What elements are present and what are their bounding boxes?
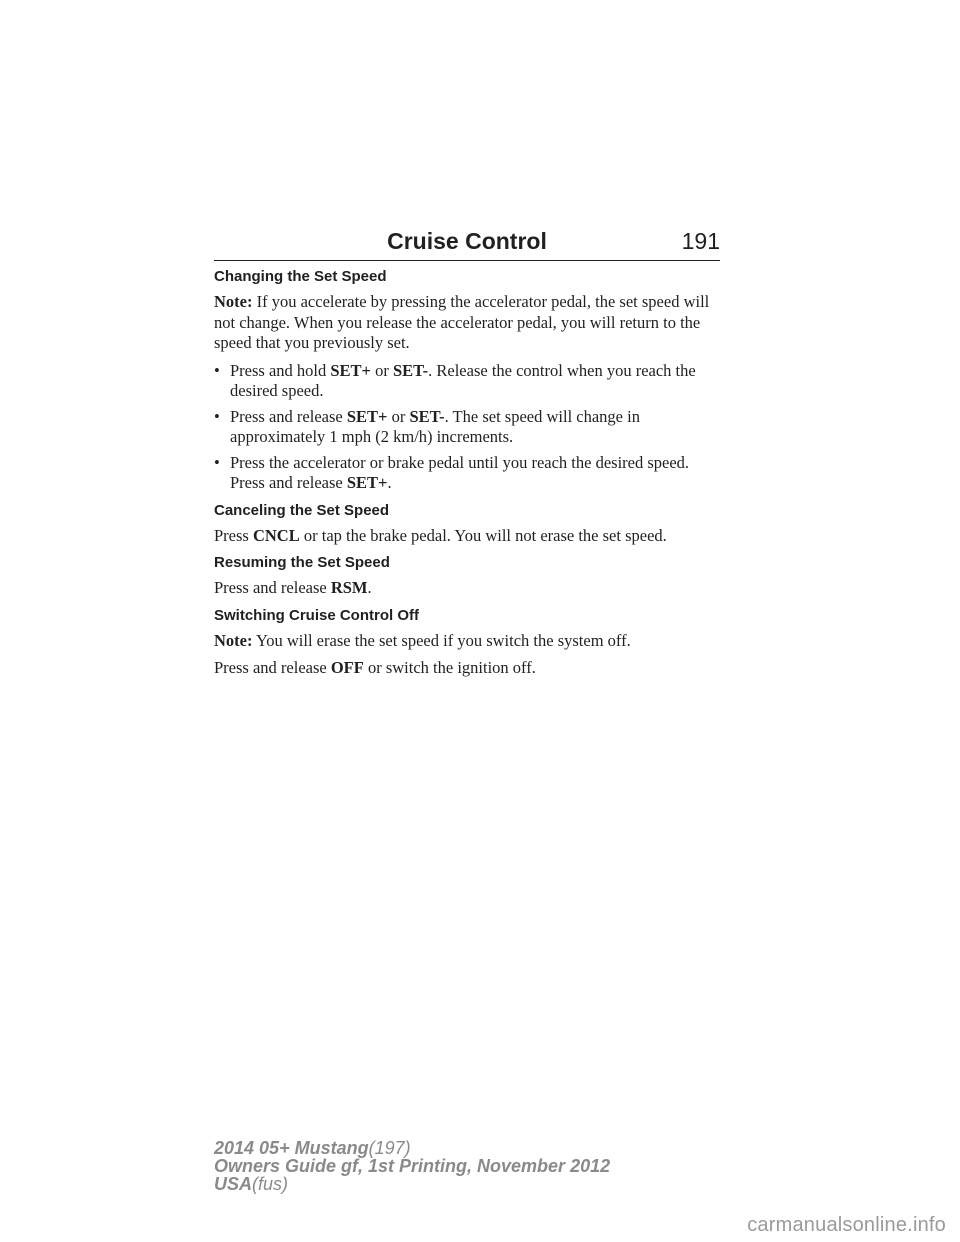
body-text-pre: Press bbox=[214, 525, 253, 545]
control-label: RSM bbox=[330, 578, 368, 597]
body-paragraph bbox=[214, 658, 720, 679]
print-footer bbox=[214, 1139, 610, 1193]
heading-canceling-set-speed: Canceling the Set Speed bbox=[214, 501, 390, 519]
body-paragraph bbox=[214, 578, 720, 599]
control-label: SET- bbox=[392, 360, 429, 380]
bullet-icon: • bbox=[214, 452, 220, 472]
footer-line-3 bbox=[214, 1175, 610, 1193]
section-canceling-set-speed bbox=[214, 501, 720, 547]
note-text: You will erase the set speed if you switch the system off. bbox=[256, 630, 631, 650]
section-resuming-set-speed bbox=[214, 553, 720, 599]
item-text-pre: Press and release bbox=[230, 406, 347, 426]
footer-model: 2014 05+ Mustang bbox=[214, 1138, 369, 1158]
list-item bbox=[214, 407, 720, 448]
section-changing-set-speed bbox=[214, 267, 720, 494]
page-number: 191 bbox=[681, 228, 720, 254]
bullet-list bbox=[214, 361, 720, 494]
header-divider bbox=[214, 260, 720, 261]
item-text-mid: or bbox=[370, 360, 393, 380]
item-text-post: . The set speed will change in approximately 1 mph (2 km/h) increments. bbox=[230, 406, 640, 446]
control-label: SET- bbox=[409, 406, 445, 426]
control-label: SET+ bbox=[330, 360, 371, 380]
footer-line-1 bbox=[214, 1139, 610, 1157]
footer-market-code: (fus) bbox=[252, 1174, 289, 1194]
note-label: Note: bbox=[214, 630, 253, 650]
footer-line-2: Owners Guide gf, 1st Printing, November 2012 bbox=[214, 1156, 611, 1176]
bullet-icon: • bbox=[214, 360, 220, 380]
note-paragraph bbox=[214, 631, 720, 652]
note-text: If you accelerate by pressing the accelerator pedal, the set speed will not change. When you release the accelerator pedal, you will return to the speed that you previously set. bbox=[214, 292, 710, 352]
note-paragraph bbox=[214, 292, 720, 354]
control-label: CNCL bbox=[252, 525, 300, 545]
list-item bbox=[214, 361, 720, 402]
item-text-post: . bbox=[387, 473, 392, 492]
body-text-pre: Press and release bbox=[214, 578, 331, 597]
list-item bbox=[214, 453, 720, 494]
body-paragraph bbox=[214, 526, 720, 547]
control-label: SET+ bbox=[346, 473, 388, 492]
body-text-post: or switch the ignition off. bbox=[363, 658, 536, 677]
body-text-post: . bbox=[367, 578, 372, 597]
heading-switching-cruise-off: Switching Cruise Control Off bbox=[214, 606, 419, 624]
footer-page-ref: (197) bbox=[368, 1138, 411, 1158]
item-text-pre: Press and hold bbox=[230, 360, 331, 380]
footer-market: USA bbox=[214, 1174, 253, 1194]
item-text-post: . Release the control when you reach the desired speed. bbox=[230, 360, 696, 400]
section-switching-cruise-off bbox=[214, 606, 720, 679]
heading-changing-set-speed: Changing the Set Speed bbox=[214, 268, 387, 285]
page-header bbox=[214, 226, 720, 262]
control-label: OFF bbox=[330, 658, 364, 677]
watermark-link[interactable]: carmanualsonline.info bbox=[747, 1214, 946, 1236]
heading-resuming-set-speed: Resuming the Set Speed bbox=[214, 554, 390, 571]
section-title: Cruise Control bbox=[387, 228, 547, 254]
page-content bbox=[214, 267, 720, 686]
item-text-pre: Press the accelerator or brake pedal until you reach the desired speed. Press and release bbox=[230, 452, 690, 492]
body-text-pre: Press and release bbox=[214, 658, 331, 677]
note-label: Note: bbox=[214, 292, 253, 311]
body-text-post: or tap the brake pedal. You will not erase the set speed. bbox=[299, 525, 667, 545]
control-label: SET+ bbox=[346, 406, 388, 426]
bullet-icon: • bbox=[214, 406, 220, 426]
item-text-mid: or bbox=[387, 406, 410, 426]
